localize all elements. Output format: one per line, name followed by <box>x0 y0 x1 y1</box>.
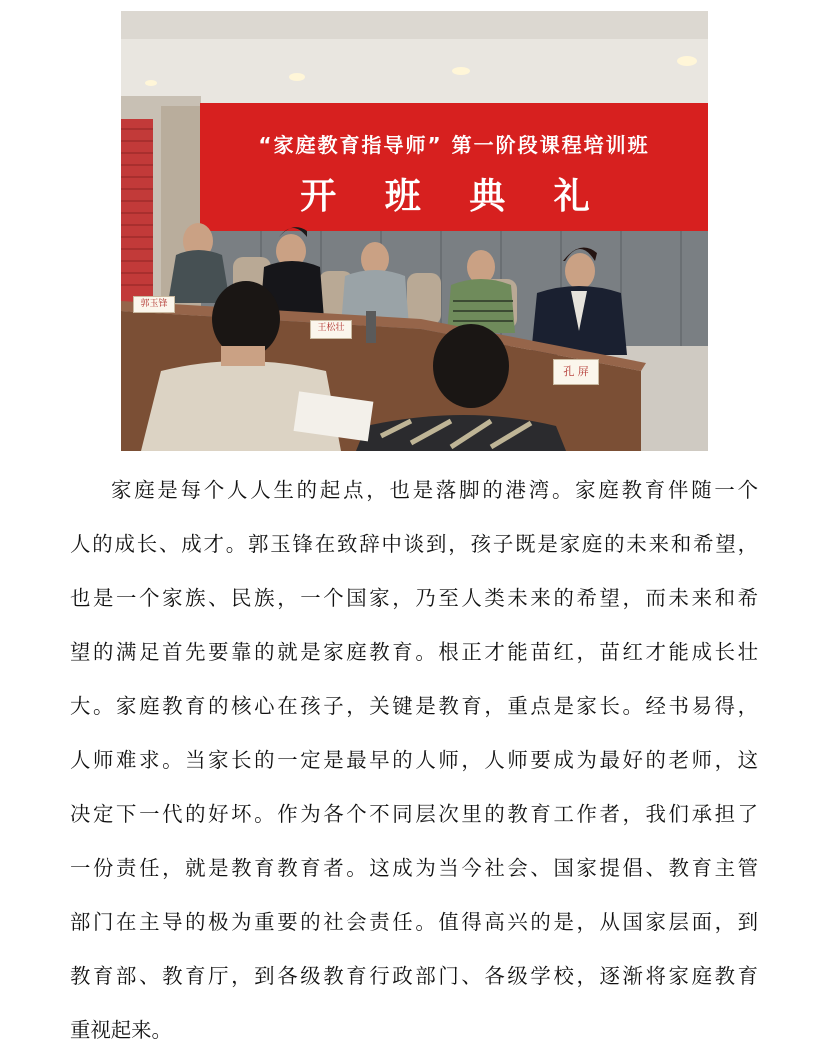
paragraph-line: 家庭是每个人人生的起点，也是落脚的港湾。家庭教育伴随一个 <box>111 478 758 502</box>
paragraph-line: 人的成长、成才。郭玉锋在致辞中谈到，孩子既是家庭的未来和希望， <box>70 532 758 556</box>
banner <box>200 103 708 231</box>
paragraph-line: 望的满足首先要靠的就是家庭教育。根正才能苗红，苗红才能成长壮 <box>70 640 758 664</box>
banner-subtitle: 开 班 典 礼 <box>300 175 608 217</box>
paragraph-line: 大。家庭教育的核心在孩子，关键是教育，重点是家长。经书易得， <box>70 694 758 718</box>
paragraph-line: 教育部、教育厅，到各级教育行政部门、各级学校，逐渐将家庭教育 <box>70 964 758 988</box>
banner-title: “家庭教育指导师” 第一阶段课程培训班 <box>258 133 650 157</box>
article-body <box>70 470 758 1064</box>
nameplate: 郭玉锋 <box>133 296 175 313</box>
paragraph-line: 一份责任，就是教育教育者。这成为当今社会、国家提倡、教育主管 <box>70 856 758 880</box>
paragraph-line: 人师难求。当家长的一定是最早的人师，人师要成为最好的老师，这 <box>70 748 758 772</box>
paragraph-line: 重视起来。 <box>70 1018 172 1042</box>
nameplate: 王松壮 <box>310 320 352 339</box>
photo-scene <box>121 11 708 451</box>
paragraph-line: 也是一个家族、民族，一个国家，乃至人类未来的希望，而未来和希 <box>70 586 758 610</box>
paragraph-line: 决定下一代的好坏。作为各个不同层次里的教育工作者，我们承担了 <box>70 802 758 826</box>
paragraph-line: 部门在主导的极为重要的社会责任。值得高兴的是，从国家层面，到 <box>70 910 758 934</box>
event-photo <box>121 11 708 451</box>
nameplate: 孔 屏 <box>553 359 599 385</box>
